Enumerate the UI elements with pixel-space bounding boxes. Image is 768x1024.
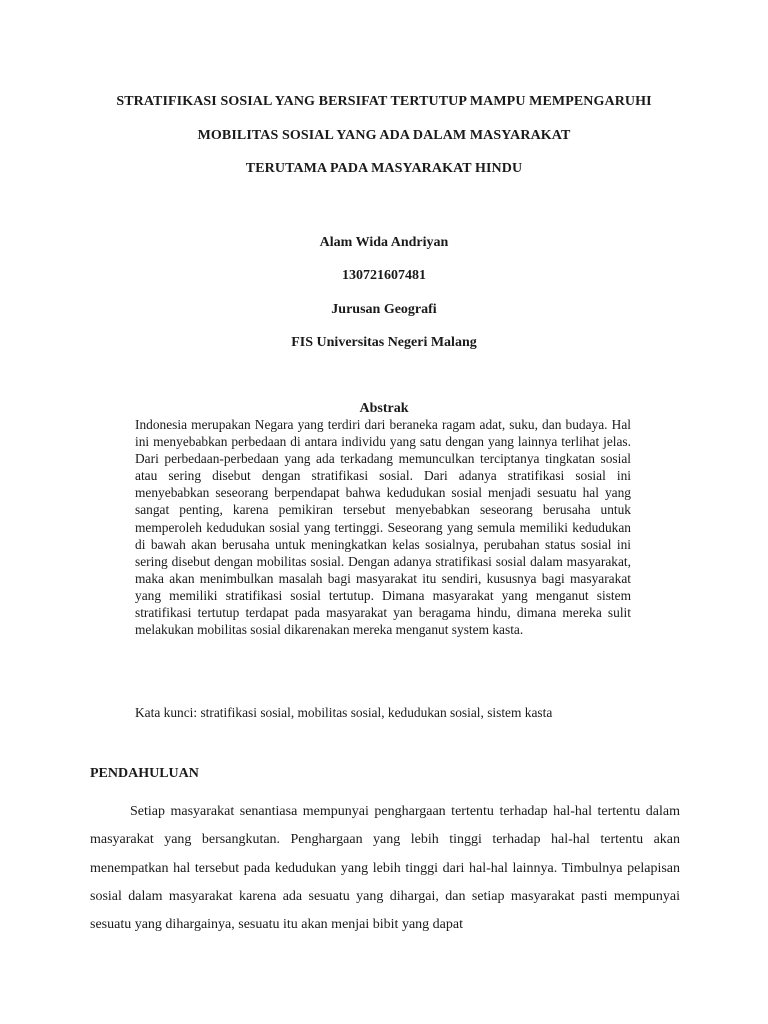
author-id-number: 130721607481 — [342, 268, 426, 283]
abstract-heading: Abstrak — [359, 401, 409, 416]
title-line-2: MOBILITAS SOSIAL YANG ADA DALAM MASYARAKAT — [197, 128, 571, 143]
abstract-body: Indonesia merupakan Negara yang terdiri dari beraneka ragam adat, suku, dan budaya. Hal ini menyebabkan perbedaan di antara individu yang satu dengan yang lainnya terlihat jelas. Dari perbedaan-perbedaan yang ada terkadang memunculkan terciptanya tingkatan sosial atau sering disebut dengan stratifikasi sosial. Dari adanya stratifikasi sosial ini menyebabkan seseorang berpendapat bahwa kedudukan sosial menjadi sesuatu hal yang sangat penting, karena pemikiran tersebut menyebabkan seseorang berusaha untuk memperoleh kedudukan sosial yang tertinggi. Seseorang yang semula memiliki kedudukan di bawah akan berusaha untuk meningkatkan kelas sosialnya, perubahan status sosial ini sering disebut dengan mobilitas sosial. Dengan adanya stratifikasi sosial dalam masyarakat, maka akan menimbulkan masalah bagi masyarakat itu sendiri, kususnya bagi masyarakat yang memiliki stratifikasi sosial tertutup. Dimana masyarakat yang menganut sistem stratifikasi tertutup terdapat pada masyarakat yan beragama hindu, dimana mereka sulit melakukan mobilitas sosial dikarenakan mereka menganut system kasta. — [135, 417, 631, 638]
title-line-3: TERUTAMA PADA MASYARAKAT HINDU — [245, 161, 523, 176]
title-line-1: STRATIFIKASI SOSIAL YANG BERSIFAT TERTUTUP MAMPU MEMPENGARUHI — [116, 94, 652, 109]
introduction-paragraph: Setiap masyarakat senantiasa mempunyai penghargaan tertentu terhadap hal-hal tertentu dalam masyarakat yang bersangkutan. Penghargaan yang lebih tinggi terhadap hal-hal tertentu akan menempatkan hal tersebut pada kedudukan yang lebih tinggi dari hal-hal lainnya. Timbulnya pelapisan sosial dalam masyarakat karena ada sesuatu yang dihargai, dan setiap masyarakat pasti mempunyai sesuatu yang dihargainya, sesuatu itu akan menjai bibit yang dapat — [90, 804, 680, 933]
section-heading-pendahuluan: PENDAHULUAN — [90, 766, 199, 781]
author-name: Alam Wida Andriyan — [319, 235, 449, 250]
author-department: Jurusan Geografi — [331, 302, 437, 317]
author-institution: FIS Universitas Negeri Malang — [291, 335, 477, 350]
keywords: Kata kunci: stratifikasi sosial, mobilitas sosial, kedudukan sosial, sistem kasta — [135, 705, 553, 720]
